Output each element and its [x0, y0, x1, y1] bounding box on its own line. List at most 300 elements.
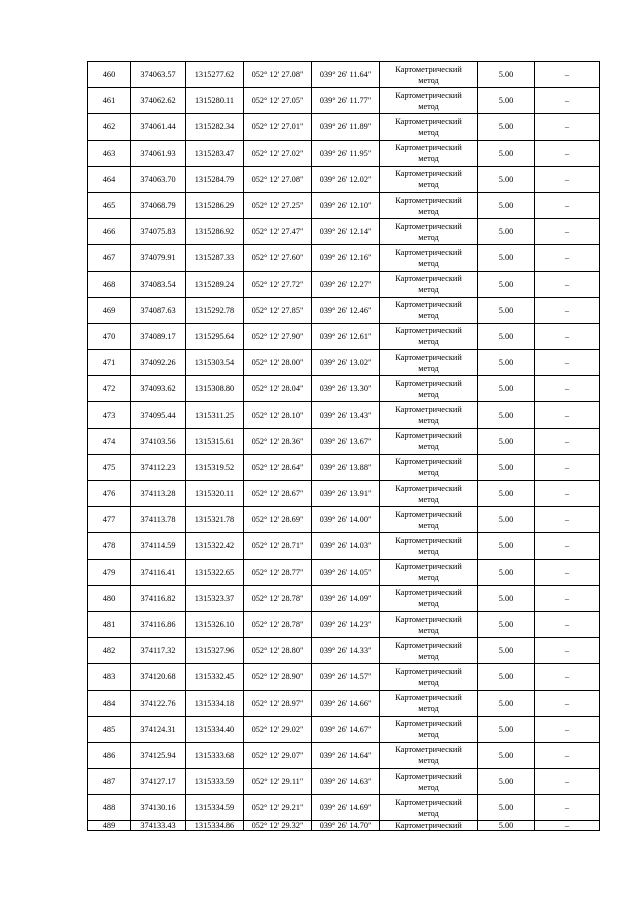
- method-line-2: метод: [418, 75, 439, 85]
- y-coordinate-cell: 1315282.34: [186, 114, 244, 140]
- longitude-cell: 039° 26' 14.63": [312, 769, 380, 795]
- table-row: [88, 690, 600, 716]
- method-line-2: метод: [418, 573, 439, 583]
- y-coordinate-cell: 1315334.59: [186, 795, 244, 821]
- note-cell: –: [535, 140, 600, 166]
- point-number-cell: 467: [88, 245, 131, 271]
- note-cell: –: [535, 716, 600, 742]
- method-line-2: метод: [418, 180, 439, 190]
- longitude-cell: 039° 26' 11.77": [312, 88, 380, 114]
- table-body: [88, 62, 600, 831]
- latitude-cell: 052° 12' 28.36": [244, 428, 312, 454]
- longitude-cell: 039° 26' 14.70": [312, 821, 380, 831]
- precision-cell: 5.00: [478, 611, 535, 637]
- method-line-2: метод: [418, 808, 439, 818]
- x-coordinate-cell: 374116.86: [131, 611, 186, 637]
- latitude-cell: 052° 12' 27.85": [244, 297, 312, 323]
- latitude-cell: 052° 12' 28.77": [244, 559, 312, 585]
- method-line-2: метод: [418, 494, 439, 504]
- point-number-cell: 464: [88, 166, 131, 192]
- point-number-cell: 465: [88, 192, 131, 218]
- y-coordinate-cell: 1315334.86: [186, 821, 244, 831]
- method-cell: [380, 742, 478, 768]
- longitude-cell: 039° 26' 14.00": [312, 507, 380, 533]
- x-coordinate-cell: 374062.62: [131, 88, 186, 114]
- method-line-2: метод: [418, 154, 439, 164]
- precision-cell: 5.00: [478, 795, 535, 821]
- note-cell: –: [535, 88, 600, 114]
- precision-cell: 5.00: [478, 402, 535, 428]
- table-row: [88, 769, 600, 795]
- longitude-cell: 039° 26' 13.43": [312, 402, 380, 428]
- method-line-1: Картометрический: [395, 352, 462, 362]
- method-line-1: Картометрический: [395, 457, 462, 467]
- note-cell: –: [535, 533, 600, 559]
- table-row: [88, 297, 600, 323]
- method-cell: [380, 690, 478, 716]
- method-cell: [380, 638, 478, 664]
- longitude-cell: 039° 26' 14.05": [312, 559, 380, 585]
- note-cell: –: [535, 742, 600, 768]
- method-line-1: Картометрический: [395, 326, 462, 336]
- latitude-cell: 052° 12' 28.78": [244, 611, 312, 637]
- precision-cell: 5.00: [478, 821, 535, 831]
- method-line-1: Картометрический: [395, 821, 462, 831]
- table-row: [88, 559, 600, 585]
- precision-cell: 5.00: [478, 585, 535, 611]
- method-cell: [380, 114, 478, 140]
- method-line-1: Картометрический: [395, 274, 462, 284]
- x-coordinate-cell: 374093.62: [131, 376, 186, 402]
- x-coordinate-cell: 374133.43: [131, 821, 186, 831]
- point-number-cell: 473: [88, 402, 131, 428]
- table-row: [88, 742, 600, 768]
- precision-cell: 5.00: [478, 219, 535, 245]
- x-coordinate-cell: 374130.16: [131, 795, 186, 821]
- x-coordinate-cell: 374116.82: [131, 585, 186, 611]
- y-coordinate-cell: 1315322.65: [186, 559, 244, 585]
- x-coordinate-cell: 374112.23: [131, 454, 186, 480]
- method-line-2: метод: [418, 337, 439, 347]
- latitude-cell: 052° 12' 28.97": [244, 690, 312, 716]
- method-line-1: Картометрический: [395, 247, 462, 257]
- table-row: [88, 428, 600, 454]
- precision-cell: 5.00: [478, 533, 535, 559]
- latitude-cell: 052° 12' 27.08": [244, 166, 312, 192]
- method-line-2: метод: [418, 127, 439, 137]
- x-coordinate-cell: 374120.68: [131, 664, 186, 690]
- latitude-cell: 052° 12' 29.32": [244, 821, 312, 831]
- method-cell: [380, 88, 478, 114]
- note-cell: –: [535, 350, 600, 376]
- x-coordinate-cell: 374092.26: [131, 350, 186, 376]
- note-cell: –: [535, 585, 600, 611]
- note-cell: –: [535, 219, 600, 245]
- latitude-cell: 052° 12' 27.25": [244, 192, 312, 218]
- latitude-cell: 052° 12' 29.07": [244, 742, 312, 768]
- table-row: [88, 533, 600, 559]
- y-coordinate-cell: 1315292.78: [186, 297, 244, 323]
- y-coordinate-cell: 1315315.61: [186, 428, 244, 454]
- precision-cell: 5.00: [478, 769, 535, 795]
- method-line-1: Картометрический: [395, 431, 462, 441]
- note-cell: –: [535, 114, 600, 140]
- method-cell: [380, 716, 478, 742]
- precision-cell: 5.00: [478, 481, 535, 507]
- point-number-cell: 461: [88, 88, 131, 114]
- method-cell: [380, 192, 478, 218]
- method-line-2: метод: [418, 416, 439, 426]
- method-line-1: Картометрический: [395, 221, 462, 231]
- table-row: [88, 376, 600, 402]
- latitude-cell: 052° 12' 27.90": [244, 323, 312, 349]
- y-coordinate-cell: 1315303.54: [186, 350, 244, 376]
- longitude-cell: 039° 26' 14.09": [312, 585, 380, 611]
- y-coordinate-cell: 1315334.18: [186, 690, 244, 716]
- y-coordinate-cell: 1315327.96: [186, 638, 244, 664]
- table-row: [88, 62, 600, 88]
- longitude-cell: 039° 26' 14.64": [312, 742, 380, 768]
- longitude-cell: 039° 26' 14.57": [312, 664, 380, 690]
- note-cell: –: [535, 690, 600, 716]
- method-line-2: метод: [418, 782, 439, 792]
- method-line-1: Картометрический: [395, 195, 462, 205]
- table-row: [88, 402, 600, 428]
- precision-cell: 5.00: [478, 166, 535, 192]
- method-cell: [380, 481, 478, 507]
- table-row: [88, 821, 600, 831]
- x-coordinate-cell: 374122.76: [131, 690, 186, 716]
- latitude-cell: 052° 12' 27.05": [244, 88, 312, 114]
- table-row: [88, 323, 600, 349]
- precision-cell: 5.00: [478, 88, 535, 114]
- precision-cell: 5.00: [478, 716, 535, 742]
- x-coordinate-cell: 374061.93: [131, 140, 186, 166]
- y-coordinate-cell: 1315332.45: [186, 664, 244, 690]
- method-cell: [380, 821, 478, 831]
- y-coordinate-cell: 1315295.64: [186, 323, 244, 349]
- method-cell: [380, 166, 478, 192]
- latitude-cell: 052° 12' 28.90": [244, 664, 312, 690]
- note-cell: –: [535, 611, 600, 637]
- method-line-2: метод: [418, 363, 439, 373]
- point-number-cell: 482: [88, 638, 131, 664]
- table-row: [88, 507, 600, 533]
- method-line-1: Картометрический: [395, 797, 462, 807]
- point-number-cell: 462: [88, 114, 131, 140]
- method-line-1: Картометрический: [395, 483, 462, 493]
- method-cell: [380, 795, 478, 821]
- longitude-cell: 039° 26' 13.88": [312, 454, 380, 480]
- longitude-cell: 039° 26' 12.02": [312, 166, 380, 192]
- method-line-2: метод: [418, 625, 439, 635]
- table-row: [88, 350, 600, 376]
- precision-cell: 5.00: [478, 192, 535, 218]
- precision-cell: 5.00: [478, 323, 535, 349]
- y-coordinate-cell: 1315333.59: [186, 769, 244, 795]
- longitude-cell: 039° 26' 12.16": [312, 245, 380, 271]
- method-cell: [380, 297, 478, 323]
- longitude-cell: 039° 26' 12.14": [312, 219, 380, 245]
- x-coordinate-cell: 374124.31: [131, 716, 186, 742]
- method-cell: [380, 219, 478, 245]
- note-cell: –: [535, 376, 600, 402]
- method-cell: [380, 559, 478, 585]
- longitude-cell: 039° 26' 13.30": [312, 376, 380, 402]
- note-cell: –: [535, 821, 600, 831]
- precision-cell: 5.00: [478, 428, 535, 454]
- point-number-cell: 476: [88, 481, 131, 507]
- longitude-cell: 039° 26' 14.67": [312, 716, 380, 742]
- longitude-cell: 039° 26' 12.27": [312, 271, 380, 297]
- table-row: [88, 192, 600, 218]
- latitude-cell: 052° 12' 29.11": [244, 769, 312, 795]
- latitude-cell: 052° 12' 28.64": [244, 454, 312, 480]
- y-coordinate-cell: 1315320.11: [186, 481, 244, 507]
- point-number-cell: 463: [88, 140, 131, 166]
- method-line-1: Картометрический: [395, 719, 462, 729]
- precision-cell: 5.00: [478, 62, 535, 88]
- y-coordinate-cell: 1315323.37: [186, 585, 244, 611]
- y-coordinate-cell: 1315326.10: [186, 611, 244, 637]
- table-row: [88, 219, 600, 245]
- point-number-cell: 486: [88, 742, 131, 768]
- table-row: [88, 585, 600, 611]
- x-coordinate-cell: 374117.32: [131, 638, 186, 664]
- precision-cell: 5.00: [478, 350, 535, 376]
- method-cell: [380, 454, 478, 480]
- note-cell: –: [535, 166, 600, 192]
- longitude-cell: 039° 26' 13.91": [312, 481, 380, 507]
- precision-cell: 5.00: [478, 742, 535, 768]
- x-coordinate-cell: 374089.17: [131, 323, 186, 349]
- precision-cell: 5.00: [478, 114, 535, 140]
- method-line-1: Картометрический: [395, 535, 462, 545]
- note-cell: –: [535, 638, 600, 664]
- method-cell: [380, 664, 478, 690]
- latitude-cell: 052° 12' 27.02": [244, 140, 312, 166]
- longitude-cell: 039° 26' 11.89": [312, 114, 380, 140]
- method-line-2: метод: [418, 599, 439, 609]
- x-coordinate-cell: 374063.57: [131, 62, 186, 88]
- method-cell: [380, 428, 478, 454]
- method-line-2: метод: [418, 101, 439, 111]
- table-row: [88, 664, 600, 690]
- method-line-1: Картометрический: [395, 562, 462, 572]
- point-number-cell: 485: [88, 716, 131, 742]
- latitude-cell: 052° 12' 27.47": [244, 219, 312, 245]
- longitude-cell: 039° 26' 14.69": [312, 795, 380, 821]
- precision-cell: 5.00: [478, 454, 535, 480]
- y-coordinate-cell: 1315277.62: [186, 62, 244, 88]
- point-number-cell: 470: [88, 323, 131, 349]
- method-cell: [380, 585, 478, 611]
- y-coordinate-cell: 1315321.78: [186, 507, 244, 533]
- precision-cell: 5.00: [478, 664, 535, 690]
- x-coordinate-cell: 374083.54: [131, 271, 186, 297]
- point-number-cell: 478: [88, 533, 131, 559]
- method-line-1: Картометрический: [395, 614, 462, 624]
- point-number-cell: 480: [88, 585, 131, 611]
- note-cell: –: [535, 402, 600, 428]
- longitude-cell: 039° 26' 11.64": [312, 62, 380, 88]
- method-line-2: метод: [418, 285, 439, 295]
- table-row: [88, 166, 600, 192]
- longitude-cell: 039° 26' 12.61": [312, 323, 380, 349]
- note-cell: –: [535, 664, 600, 690]
- method-cell: [380, 62, 478, 88]
- note-cell: –: [535, 428, 600, 454]
- longitude-cell: 039° 26' 11.95": [312, 140, 380, 166]
- latitude-cell: 052° 12' 28.67": [244, 481, 312, 507]
- note-cell: –: [535, 271, 600, 297]
- method-line-2: метод: [418, 756, 439, 766]
- y-coordinate-cell: 1315334.40: [186, 716, 244, 742]
- longitude-cell: 039° 26' 14.23": [312, 611, 380, 637]
- point-number-cell: 488: [88, 795, 131, 821]
- precision-cell: 5.00: [478, 271, 535, 297]
- note-cell: –: [535, 507, 600, 533]
- point-number-cell: 489: [88, 821, 131, 831]
- longitude-cell: 039° 26' 14.03": [312, 533, 380, 559]
- method-line-1: Картометрический: [395, 64, 462, 74]
- longitude-cell: 039° 26' 14.66": [312, 690, 380, 716]
- note-cell: –: [535, 481, 600, 507]
- point-number-cell: 471: [88, 350, 131, 376]
- method-line-2: метод: [418, 520, 439, 530]
- latitude-cell: 052° 12' 29.02": [244, 716, 312, 742]
- method-line-1: Картометрический: [395, 745, 462, 755]
- precision-cell: 5.00: [478, 690, 535, 716]
- latitude-cell: 052° 12' 28.69": [244, 507, 312, 533]
- method-line-2: метод: [418, 311, 439, 321]
- latitude-cell: 052° 12' 28.80": [244, 638, 312, 664]
- table-row: [88, 611, 600, 637]
- point-number-cell: 479: [88, 559, 131, 585]
- method-line-1: Картометрический: [395, 588, 462, 598]
- method-cell: [380, 402, 478, 428]
- table-row: [88, 481, 600, 507]
- y-coordinate-cell: 1315308.80: [186, 376, 244, 402]
- method-line-2: метод: [418, 389, 439, 399]
- table-row: [88, 638, 600, 664]
- point-number-cell: 487: [88, 769, 131, 795]
- x-coordinate-cell: 374079.91: [131, 245, 186, 271]
- precision-cell: 5.00: [478, 245, 535, 271]
- method-line-1: Картометрический: [395, 143, 462, 153]
- x-coordinate-cell: 374068.79: [131, 192, 186, 218]
- y-coordinate-cell: 1315319.52: [186, 454, 244, 480]
- method-line-2: метод: [418, 704, 439, 714]
- method-cell: [380, 271, 478, 297]
- x-coordinate-cell: 374113.28: [131, 481, 186, 507]
- method-line-2: метод: [418, 651, 439, 661]
- y-coordinate-cell: 1315311.25: [186, 402, 244, 428]
- method-line-1: Картометрический: [395, 405, 462, 415]
- latitude-cell: 052° 12' 28.10": [244, 402, 312, 428]
- precision-cell: 5.00: [478, 559, 535, 585]
- method-line-1: Картометрический: [395, 90, 462, 100]
- point-number-cell: 481: [88, 611, 131, 637]
- method-line-1: Картометрический: [395, 378, 462, 388]
- method-line-1: Картометрический: [395, 771, 462, 781]
- x-coordinate-cell: 374116.41: [131, 559, 186, 585]
- point-number-cell: 466: [88, 219, 131, 245]
- latitude-cell: 052° 12' 27.01": [244, 114, 312, 140]
- latitude-cell: 052° 12' 28.71": [244, 533, 312, 559]
- method-cell: [380, 140, 478, 166]
- table-row: [88, 114, 600, 140]
- method-cell: [380, 350, 478, 376]
- latitude-cell: 052° 12' 28.00": [244, 350, 312, 376]
- note-cell: –: [535, 62, 600, 88]
- method-line-2: метод: [418, 258, 439, 268]
- x-coordinate-cell: 374087.63: [131, 297, 186, 323]
- method-line-2: метод: [418, 677, 439, 687]
- precision-cell: 5.00: [478, 507, 535, 533]
- point-number-cell: 475: [88, 454, 131, 480]
- note-cell: –: [535, 769, 600, 795]
- method-cell: [380, 769, 478, 795]
- longitude-cell: 039° 26' 12.46": [312, 297, 380, 323]
- method-line-1: Картометрический: [395, 509, 462, 519]
- method-cell: [380, 245, 478, 271]
- y-coordinate-cell: 1315284.79: [186, 166, 244, 192]
- method-line-2: метод: [418, 232, 439, 242]
- point-number-cell: 469: [88, 297, 131, 323]
- method-line-2: метод: [418, 468, 439, 478]
- table-row: [88, 88, 600, 114]
- y-coordinate-cell: 1315287.33: [186, 245, 244, 271]
- point-number-cell: 472: [88, 376, 131, 402]
- point-number-cell: 483: [88, 664, 131, 690]
- longitude-cell: 039° 26' 12.10": [312, 192, 380, 218]
- y-coordinate-cell: 1315289.24: [186, 271, 244, 297]
- y-coordinate-cell: 1315333.68: [186, 742, 244, 768]
- precision-cell: 5.00: [478, 297, 535, 323]
- method-line-1: Картометрический: [395, 640, 462, 650]
- longitude-cell: 039° 26' 13.02": [312, 350, 380, 376]
- y-coordinate-cell: 1315322.42: [186, 533, 244, 559]
- x-coordinate-cell: 374127.17: [131, 769, 186, 795]
- point-number-cell: 477: [88, 507, 131, 533]
- table-row: [88, 454, 600, 480]
- method-cell: [380, 507, 478, 533]
- method-line-2: метод: [418, 442, 439, 452]
- method-cell: [380, 323, 478, 349]
- note-cell: –: [535, 297, 600, 323]
- point-number-cell: 474: [88, 428, 131, 454]
- precision-cell: 5.00: [478, 140, 535, 166]
- table-row: [88, 271, 600, 297]
- note-cell: –: [535, 245, 600, 271]
- note-cell: –: [535, 454, 600, 480]
- x-coordinate-cell: 374095.44: [131, 402, 186, 428]
- method-line-1: Картометрический: [395, 666, 462, 676]
- x-coordinate-cell: 374103.56: [131, 428, 186, 454]
- note-cell: –: [535, 559, 600, 585]
- y-coordinate-cell: 1315280.11: [186, 88, 244, 114]
- precision-cell: 5.00: [478, 376, 535, 402]
- point-number-cell: 460: [88, 62, 131, 88]
- latitude-cell: 052° 12' 27.60": [244, 245, 312, 271]
- method-line-1: Картометрический: [395, 169, 462, 179]
- table-row: [88, 140, 600, 166]
- method-line-1: Картометрический: [395, 116, 462, 126]
- latitude-cell: 052° 12' 27.08": [244, 62, 312, 88]
- longitude-cell: 039° 26' 13.67": [312, 428, 380, 454]
- table-row: [88, 795, 600, 821]
